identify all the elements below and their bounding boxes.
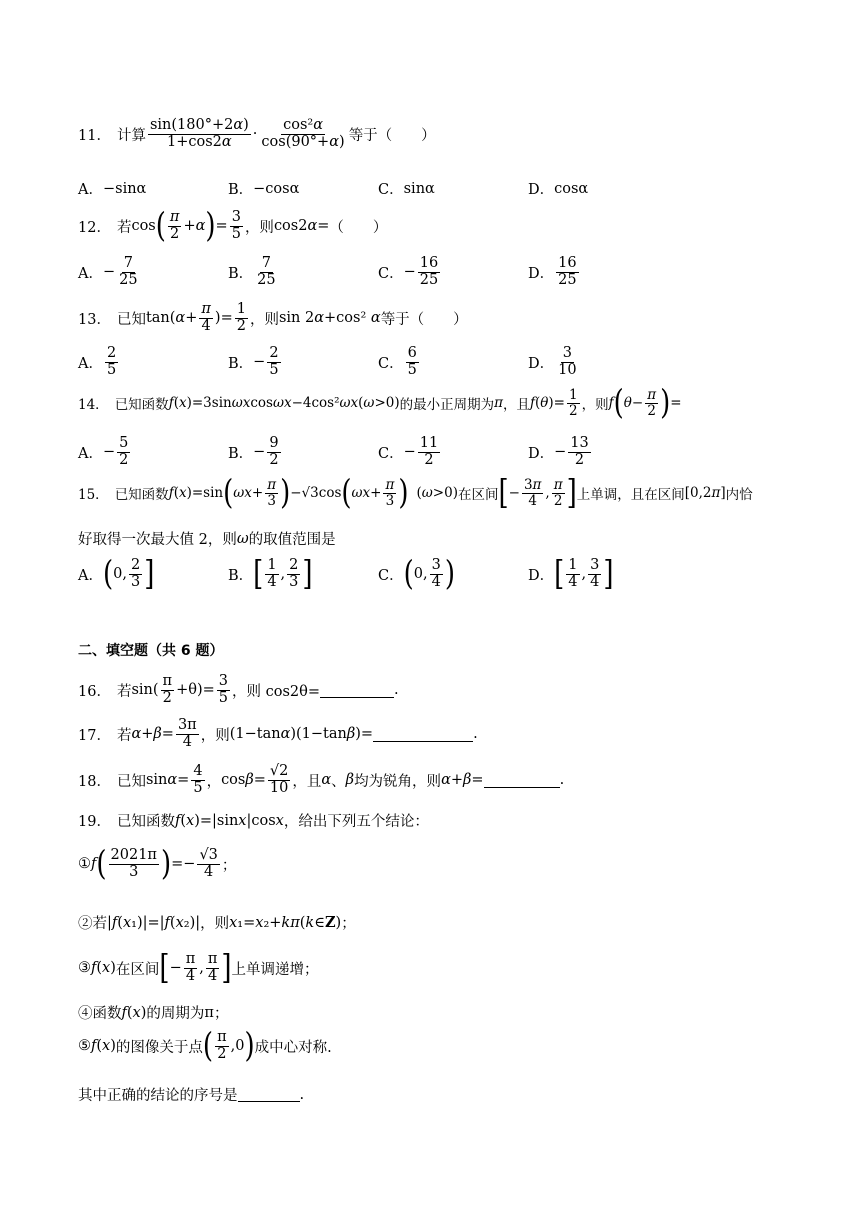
option-c: C． $\frac{6}{5}$ bbox=[378, 345, 417, 378]
conclusion-4: ④函数 f(x) 的周期为 π ； bbox=[78, 1002, 228, 1023]
option-d: D． $\frac{16}{25}$ bbox=[528, 255, 577, 288]
question-text: 上单调，且在区间 bbox=[576, 487, 685, 504]
option-c: C． − $\frac{11}{2}$ bbox=[378, 435, 439, 468]
conclusion-3: ③ f(x) 在区间 [ − $\frac{\pi}{4}$ , $\frac{\pi}{4}$ ] 上单调递增； bbox=[78, 948, 319, 988]
conclusion-text: ； bbox=[341, 916, 356, 932]
option-d: D． [ $\frac{1}{4}$ , $\frac{3}{4}$ ] bbox=[528, 554, 614, 594]
question-text: . bbox=[559, 772, 565, 789]
question-text: 若 bbox=[116, 219, 132, 236]
question-11: 11． 计算 $\frac{\sin(180^\circ+2\alpha)}{1+\cos 2\alpha}$ · $\frac{\text{cos²α}}{\cos(90^\circ+\alpha)}$ 等于（ ） bbox=[78, 117, 436, 150]
question-number: 11． bbox=[78, 127, 111, 144]
question-text: 内恰 bbox=[725, 487, 753, 504]
question-number: 14． bbox=[78, 397, 109, 414]
option-b: B． − $\frac{9}{2}$ bbox=[228, 435, 279, 468]
answer-blank[interactable] bbox=[484, 773, 560, 788]
question-text: ，则 bbox=[200, 727, 230, 744]
option-a: A． ( 0 , $\frac{2}{3}$ ] bbox=[78, 554, 155, 594]
question-number: 19． bbox=[78, 814, 111, 830]
option-c: C． − $\frac{16}{25}$ bbox=[378, 255, 439, 288]
question-number: 12． bbox=[78, 219, 111, 236]
question-17: 17． 若 α+β= $\frac{3\pi}{4}$ ，则 (1−tanα)(1−tanβ)= . bbox=[78, 717, 478, 750]
question-text: 已知 bbox=[116, 311, 146, 328]
conclusion-text: 的图像关于点 bbox=[115, 1039, 203, 1056]
question-text: ，则 cos2θ= bbox=[231, 683, 320, 700]
question-18: 18． 已知 sinα= $\frac{4}{5}$ ， cosβ= $\frac{√2}{10}$ ，且 α 、 β 均为锐角，则 α+β= . bbox=[78, 763, 565, 796]
answer-blank[interactable] bbox=[373, 727, 473, 742]
conclusion-text: 在区间 bbox=[115, 961, 160, 978]
question-text: （ ） bbox=[329, 219, 388, 236]
question-text: 的取值范围是 bbox=[248, 532, 336, 548]
section-heading: 二、填空题（共 6 题） bbox=[78, 643, 224, 659]
option-d: D． − $\frac{13}{2}$ bbox=[528, 435, 589, 468]
question-text: 已知函数 bbox=[114, 487, 169, 504]
question-text: . bbox=[473, 726, 478, 743]
question-text: 已知函数 bbox=[114, 397, 169, 414]
question-12: 12． 若 cos ( $\frac{\pi}{2}$ +α ) = $\frac{3}{5}$ ，则 cos2α= （ ） bbox=[78, 206, 388, 246]
question-text: 已知 bbox=[116, 773, 146, 790]
conclusion-text: 成中心对称. bbox=[254, 1039, 332, 1056]
question-number: 17． bbox=[78, 727, 111, 744]
option-b: B． [ $\frac{1}{4}$ , $\frac{2}{3}$ ] bbox=[228, 554, 313, 594]
conclusion-text: 其中正确的结论的序号是 bbox=[78, 1088, 238, 1104]
conclusion-text: ②若 bbox=[78, 916, 107, 932]
question-text: 若 bbox=[116, 727, 132, 744]
answer-blank[interactable] bbox=[238, 1087, 300, 1102]
question-text: ，且 bbox=[292, 773, 322, 790]
conclusion-5: ⑤ f(x) 的图像关于点 ( $\frac{\pi}{2}$ ,0 ) 成中心对称. bbox=[78, 1026, 332, 1066]
question-number: 18． bbox=[78, 773, 111, 790]
option-c: C． ( 0 , $\frac{3}{4}$ ) bbox=[378, 554, 455, 594]
conclusion-text: ； bbox=[213, 1006, 229, 1022]
question-text: ，则 bbox=[249, 311, 279, 328]
final-prompt bbox=[78, 1084, 304, 1105]
option-c: C． sinα bbox=[378, 180, 435, 198]
conclusion-text: 上单调递增； bbox=[231, 961, 319, 978]
option-b: B． $\frac{7}{25}$ bbox=[228, 255, 276, 288]
answer-blank[interactable] bbox=[320, 683, 394, 698]
question-text: . bbox=[394, 682, 399, 699]
question-16: 16． 若 sin( $\frac{\pi}{2}$ +θ)= $\frac{3}{5}$ ，则 cos2θ= . bbox=[78, 673, 399, 706]
question-text: ，且 bbox=[502, 397, 530, 414]
conclusion-marker: ⑤ bbox=[78, 1038, 91, 1055]
question-14: 14． 已知函数 f(x)=3sinωxcosωx−4cos²ωx(ω>0) 的最小正周期为 π ，且 f(θ)= $\frac{1}{2}$ ，则 f ( θ− $\frac{\pi}{2}$ ) = bbox=[78, 383, 682, 423]
question-13: 13． 已知 tan(α+ $\frac{\pi}{4}$ )= $\frac{1}{2}$ ，则 sin 2α+cos² α 等于（ ） bbox=[78, 301, 468, 334]
question-text: 、 bbox=[331, 773, 346, 790]
question-text: ，则 bbox=[581, 397, 609, 414]
question-text: 的最小正周期为 bbox=[399, 397, 495, 414]
conclusion-text: ，则 bbox=[200, 916, 230, 932]
question-text: ，则 bbox=[244, 219, 274, 236]
conclusion-text: ④函数 bbox=[78, 1006, 122, 1022]
fraction: $\frac{\sin(180^\circ+2\alpha)}{1+\cos 2\alpha}$ bbox=[149, 117, 249, 150]
question-text: 等于（ ） bbox=[348, 127, 436, 144]
question-15: 15． 已知函数 f(x)=sin ( ωx+ $\frac{\pi}{3}$ ) −√3cos ( ωx+ $\frac{\pi}{3}$ ) (ω>0) 在区间 [ − $\frac{3\pi}{4}$ , $\frac{\pi}{2}$ ] 上单调，且在区间 [0,2π] 内恰 bbox=[78, 473, 753, 513]
question-text: 在区间 bbox=[457, 487, 499, 504]
option-b: B． −cosα bbox=[228, 180, 300, 198]
conclusion-marker: ① bbox=[78, 856, 91, 873]
conclusion-2: ②若 |f(x₁)|=|f(x₂)| ，则 x₁=x₂+kπ(k∈Z) ； bbox=[78, 914, 356, 932]
question-text: 若 bbox=[116, 683, 132, 700]
conclusion-marker: ③ bbox=[78, 960, 91, 977]
question-number: 16． bbox=[78, 683, 111, 700]
question-number: 13． bbox=[78, 311, 111, 328]
option-d: D． cosα bbox=[528, 180, 589, 198]
conclusion-text: ； bbox=[221, 857, 237, 874]
question-text: 好取得一次最大值 2，则 bbox=[78, 532, 237, 548]
option-a: A． − $\frac{5}{2}$ bbox=[78, 435, 129, 468]
option-b: B． − $\frac{2}{5}$ bbox=[228, 345, 279, 378]
option-d: D． $\frac{3}{10}$ bbox=[528, 345, 577, 378]
question-number: 15． bbox=[78, 487, 109, 504]
conclusion-1: ① f ( $\frac{2021\pi}{3}$ ) =− $\frac{√3}{4}$ ； bbox=[78, 844, 237, 884]
fraction: $\frac{\text{cos²α}}{\cos(90^\circ+\alpha)}$ bbox=[261, 117, 345, 150]
question-text: 等于（ ） bbox=[380, 311, 468, 328]
question-text: ， bbox=[206, 773, 222, 790]
option-a: A． $\frac{2}{5}$ bbox=[78, 345, 117, 378]
option-a: A． − $\frac{7}{25}$ bbox=[78, 255, 138, 288]
question-text: 均为锐角，则 bbox=[354, 773, 442, 790]
question-text: 已知函数 bbox=[116, 814, 175, 830]
question-19: 19． 已知函数 f(x)=|sinx|cosx ，给出下列五个结论： bbox=[78, 810, 429, 831]
conclusion-text: 的周期为 bbox=[146, 1006, 205, 1022]
option-a: A． −sinα bbox=[78, 180, 147, 198]
conclusion-text: . bbox=[299, 1086, 305, 1103]
question-15-line2: 好取得一次最大值 2，则 ω 的取值范围是 bbox=[78, 528, 336, 549]
question-text: 计算 bbox=[116, 127, 146, 144]
question-text: ，给出下列五个结论： bbox=[283, 814, 429, 830]
